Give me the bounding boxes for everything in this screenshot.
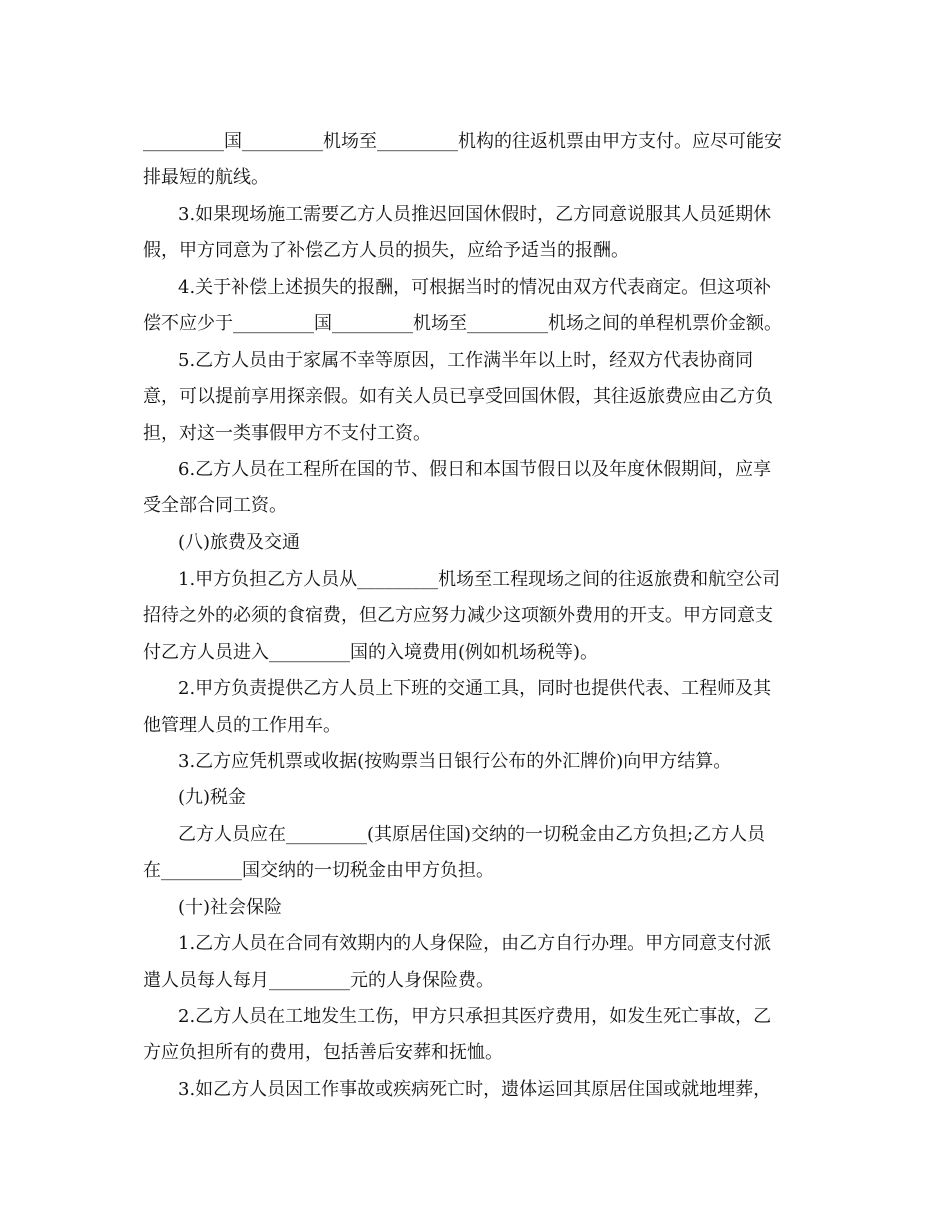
text-line: 1.乙方人员在合同有效期内的人身保险，由乙方自行办理。甲方同意支付派 <box>178 933 772 954</box>
text-line: 5.乙方人员由于家属不幸等原因，工作满半年以上时，经双方代表协商同 <box>178 350 754 371</box>
text-line: 意，可以提前享用探亲假。如有关人员已享受回国休假，其往返旅费应由乙方负 <box>143 386 773 407</box>
text-line: 乙方人员应在_________(其原居住国)交纳的一切税金由乙方负担;乙方人员 <box>178 824 766 845</box>
text-line: 担，对这一类事假甲方不支付工资。 <box>143 423 431 444</box>
text-line: 2.乙方人员在工地发生工伤，甲方只承担其医疗费用，如发生死亡事故，乙 <box>178 1006 772 1027</box>
text-line: 6.乙方人员在工程所在国的节、假日和本国节假日以及年度休假期间，应享 <box>178 459 772 480</box>
text-line: 2.甲方负责提供乙方人员上下班的交通工具，同时也提供代表、工程师及其 <box>178 678 772 699</box>
text-line: 他管理人员的工作用车。 <box>143 715 341 736</box>
text-line: 在_________国交纳的一切税金由甲方负担。 <box>143 860 494 881</box>
text-line: 遣人员每人每月_________元的人身保险费。 <box>143 970 494 991</box>
text-line: 3.如乙方人员因工作事故或疾病死亡时，遗体运回其原居住国或就地埋葬， <box>178 1079 772 1100</box>
text-line: 4.关于补偿上述损失的报酬，可根据当时的情况由双方代表商定。但这项补 <box>178 277 772 298</box>
section-heading: (八)旅费及交通 <box>178 532 301 553</box>
text-line: 3.乙方应凭机票或收据(按购票当日银行公布的外汇牌价)向甲方结算。 <box>178 751 732 772</box>
text-line: 付乙方人员进入_________国的入境费用(例如机场税等)。 <box>143 642 599 663</box>
text-line: 3.如果现场施工需要乙方人员推迟回国休假时，乙方同意说服其人员延期休 <box>178 204 772 225</box>
text-line: 假，甲方同意为了补偿乙方人员的损失，应给予适当的报酬。 <box>143 240 629 261</box>
text-line: 排最短的航线。 <box>143 167 269 188</box>
text-line: 受全部合同工资。 <box>143 495 287 516</box>
section-heading: (十)社会保险 <box>178 897 283 918</box>
text-line: 招待之外的必须的食宿费，但乙方应努力减少这项额外费用的开支。甲方同意支 <box>143 605 773 626</box>
text-line: 1.甲方负担乙方人员从_________机场至工程现场之间的往返旅费和航空公司 <box>178 569 781 590</box>
text-line: 方应负担所有的费用，包括善后安葬和抚恤。 <box>143 1042 503 1063</box>
text-line: _________国_________机场至_________机构的往返机票由甲方支付。应尽可能安 <box>143 131 782 152</box>
text-line: 偿不应少于_________国_________机场至_________机场之间的单程机票价金额。 <box>143 313 782 334</box>
section-heading: (九)税金 <box>178 787 247 808</box>
